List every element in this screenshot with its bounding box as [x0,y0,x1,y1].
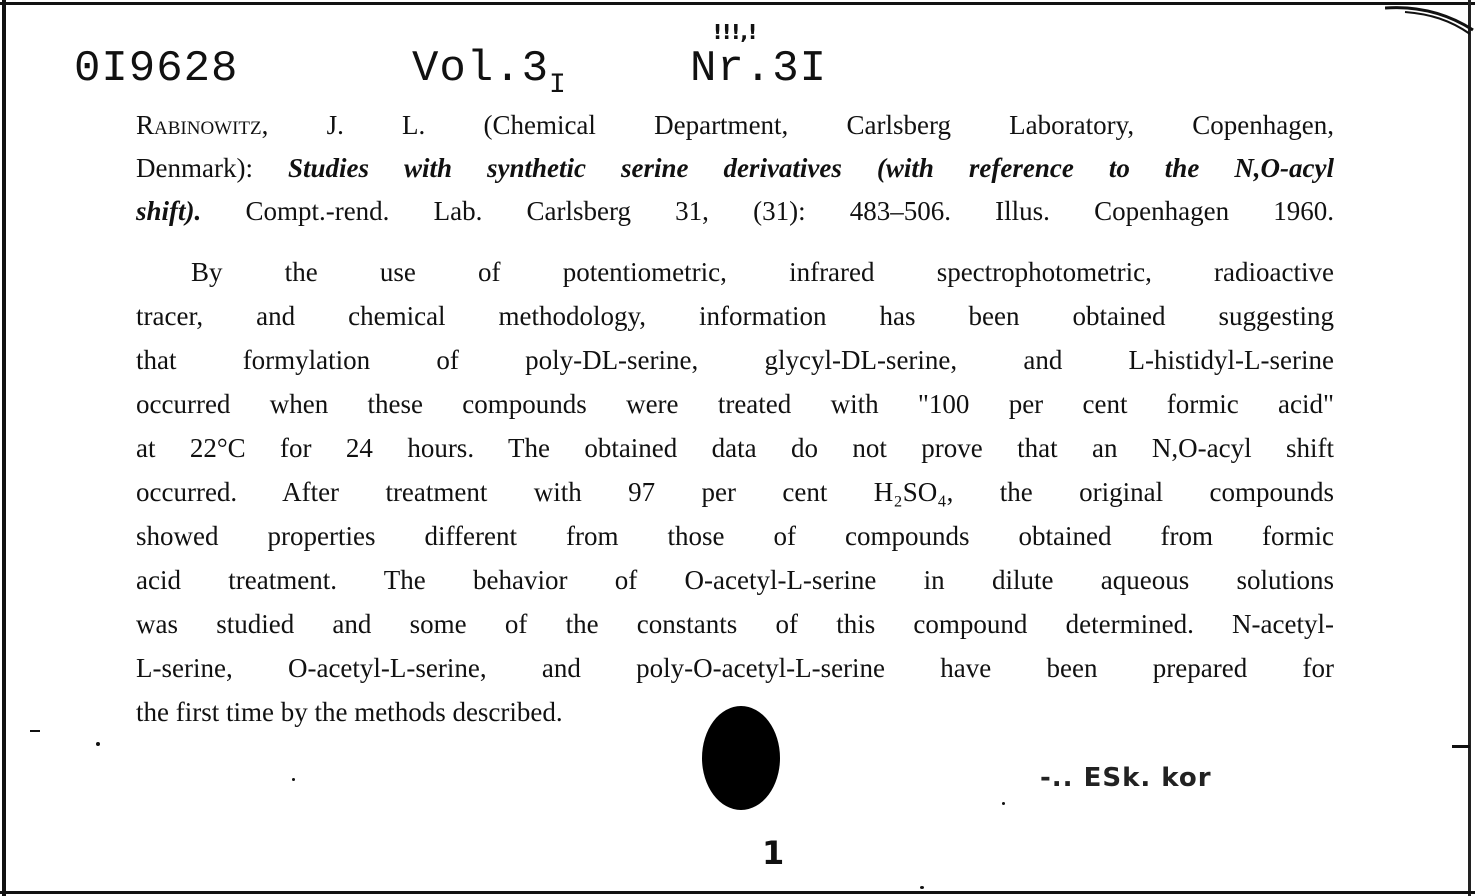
card-border-top [0,2,1475,5]
library-stamp: -.. ESk. kor [1040,763,1212,793]
number-label: Nr.3I [690,44,828,94]
speck-mark [1452,745,1470,748]
journal-reference: Compt.-rend. Lab. Carlsberg 31, (31): 483–506. Illus. Copenhagen 1960. [245,196,1335,226]
abstract-line: acid treatment. The behavior of O-acetyl-L-serine in dilute aqueous solutions [136,565,1334,595]
article-title-end: N,O-acyl [1234,153,1335,183]
handwritten-note: !!!,! [713,20,758,44]
abstract-line: at 22°C for 24 hours. The obtained data do not prove that an N,O-acyl shift [136,433,1334,463]
abstract-line: showed properties different from those of compounds obtained from formic [136,521,1334,551]
abstract-line: that formylation of poly-DL-serine, glycyl-DL-serine, and L-histidyl-L-serine [136,345,1334,375]
punch-hole [702,706,780,810]
abstract-line: tracer, and chemical methodology, information has been obtained suggesting [136,301,1334,331]
article-title: Studies with synthetic serine derivatives (with reference to the [287,153,1200,183]
abstract-line: occurred when these compounds were treated with "100 per cent formic acid" [136,389,1334,419]
citation-line-3 [136,190,1334,233]
author-name: Rabinowitz [136,110,262,140]
corner-curl-mark [1385,0,1475,40]
card-border-bottom [0,891,1475,894]
citation-country: Denmark): [136,153,253,183]
volume-label [412,44,567,101]
page-mark: 1 [762,834,785,872]
citation-line-2 [136,147,1334,190]
abstract-line: was studied and some of the constants of this compound determined. N-acetyl- [136,609,1334,639]
volume-value: Vol.3 [412,44,550,94]
speck-mark [30,730,40,732]
citation-affiliation: , J. L. (Chemical Department, Carlsberg Laboratory, Copenhagen, [261,110,1334,140]
volume-subscript: I [549,70,567,101]
speck-mark [292,778,295,781]
speck-mark [1002,802,1005,805]
abstract-line: By the use of potentiometric, infrared spectrophotometric, radioactive [191,257,1334,287]
abstract-line: L-serine, O-acetyl-L-serine, and poly-O-acetyl-L-serine have been prepared for [136,653,1334,683]
speck-mark [920,886,924,889]
article-title-tail: shift). [136,196,202,226]
card-border-right [1468,0,1471,896]
card-border-left [2,0,6,896]
abstract-line: occurred. After treatment with 97 per cent H₂SO₄, the original compounds [136,477,1334,507]
abstract-block [136,250,1334,734]
citation-line-1 [136,104,1334,147]
abstract-line: the first time by the methods described. [136,697,563,727]
speck-mark [96,742,100,746]
citation-block [136,104,1334,233]
accession-number: 0I9628 [74,44,239,94]
